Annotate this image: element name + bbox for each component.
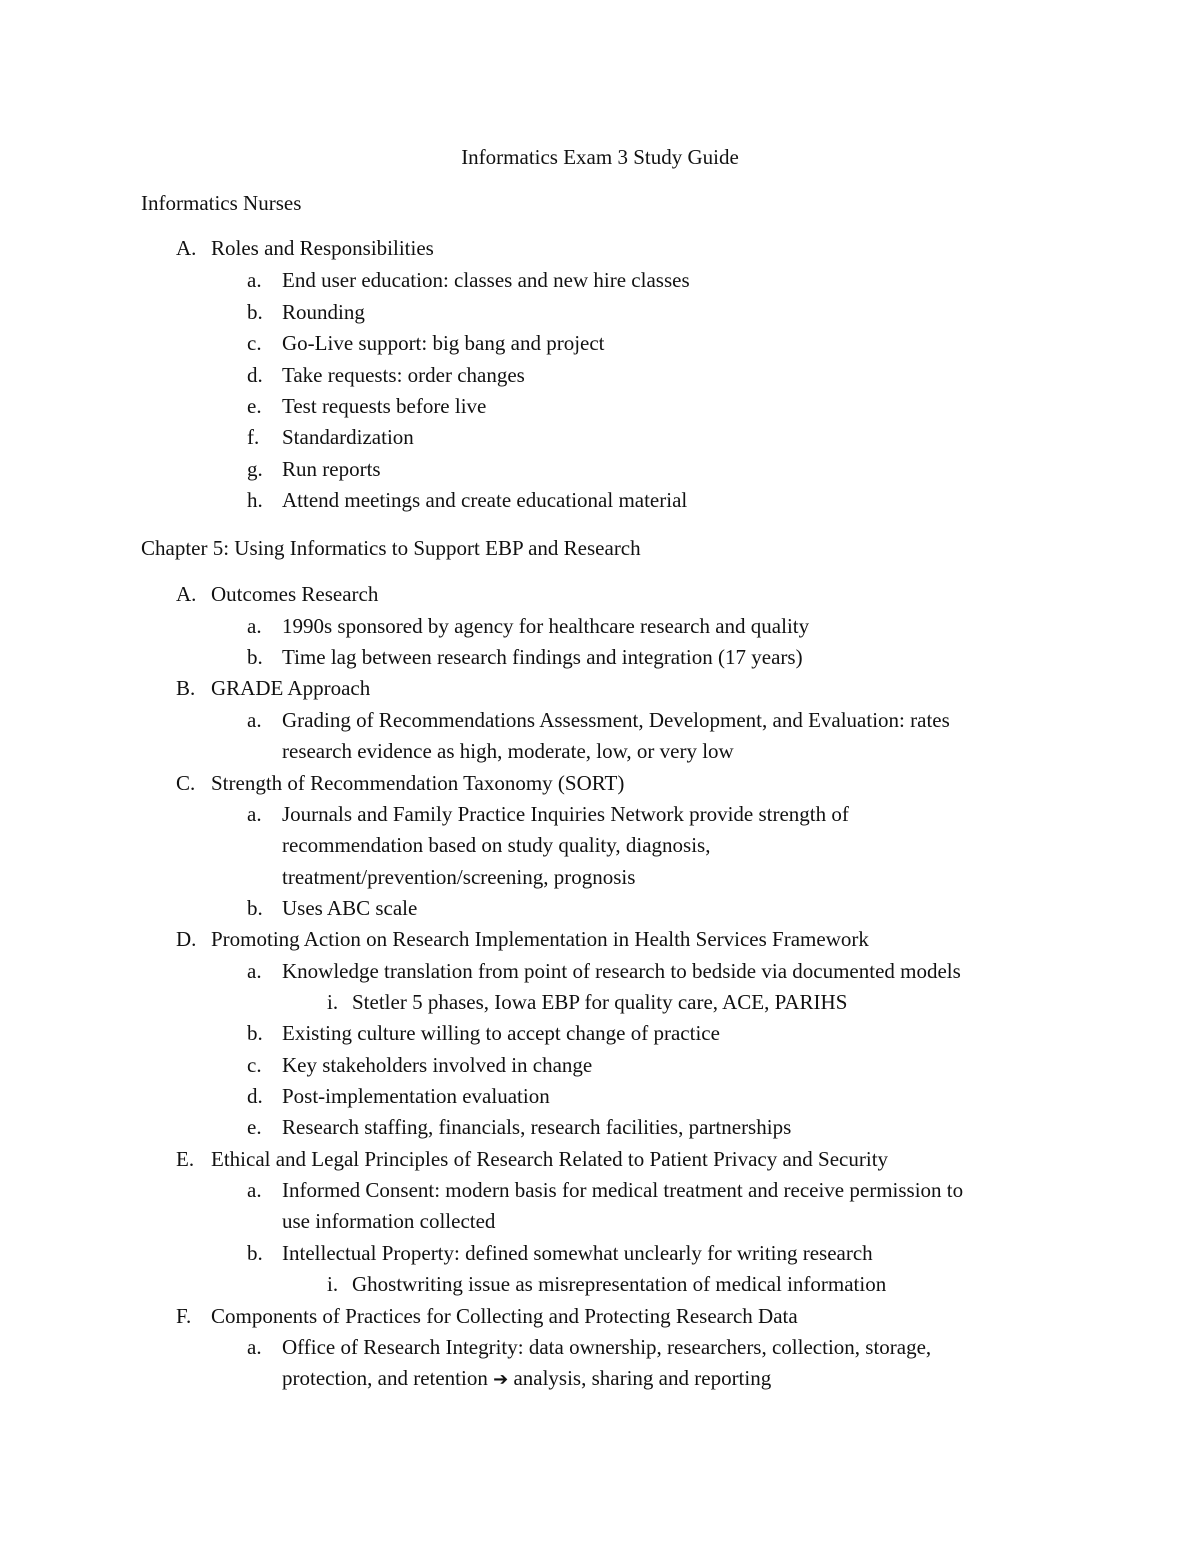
list-item-text: Attend meetings and create educational material [282, 488, 688, 512]
list-marker: F. [176, 1304, 192, 1328]
list-item-label: Outcomes Research [211, 582, 379, 606]
list-marker: b. [247, 645, 263, 669]
list-marker: a. [247, 708, 262, 732]
list-marker: a. [247, 614, 262, 638]
list-marker: i. [327, 1272, 339, 1296]
list-item-continuation [282, 1363, 771, 1395]
list-item-text: Post-implementation evaluation [282, 1084, 550, 1108]
list-marker: b. [247, 300, 263, 324]
list-item-text: Research staffing, financials, research facilities, partnerships [282, 1115, 792, 1139]
list-marker: a. [247, 959, 262, 983]
list-marker: d. [247, 363, 263, 387]
section-heading-chapter-5: Chapter 5: Using Informatics to Support EBP and Research [141, 536, 641, 560]
list-marker: g. [247, 457, 263, 481]
section-heading-informatics-nurses: Informatics Nurses [141, 191, 302, 215]
list-item-continuation: research evidence as high, moderate, low, or very low [282, 739, 734, 763]
list-item-text: Existing culture willing to accept change of practice [282, 1021, 720, 1045]
list-item-label: Roles and Responsibilities [211, 236, 434, 260]
list-item-text: Grading of Recommendations Assessment, Development, and Evaluation: rates [282, 708, 950, 732]
list-item-text-part: analysis, sharing and reporting [513, 1366, 772, 1390]
list-marker: h. [247, 488, 263, 512]
list-marker: d. [247, 1084, 263, 1108]
list-marker: c. [247, 1053, 262, 1077]
list-marker: a. [247, 802, 262, 826]
list-item-text: Go-Live support: big bang and project [282, 331, 605, 355]
list-item-text: Key stakeholders involved in change [282, 1053, 593, 1077]
list-item-text-part: protection, and retention [282, 1366, 488, 1390]
list-item-text: Office of Research Integrity: data ownership, researchers, collection, storage, [282, 1335, 932, 1359]
list-item-continuation: treatment/prevention/screening, prognosis [282, 865, 636, 889]
list-marker: B. [176, 676, 196, 700]
list-marker: C. [176, 771, 196, 795]
list-item-text: Ghostwriting issue as misrepresentation of medical information [352, 1272, 887, 1296]
list-item-text: Uses ABC scale [282, 896, 418, 920]
list-item-text: End user education: classes and new hire classes [282, 268, 690, 292]
list-item-continuation: use information collected [282, 1209, 496, 1233]
list-marker: e. [247, 394, 262, 418]
list-marker: b. [247, 896, 263, 920]
list-item-label: Components of Practices for Collecting and Protecting Research Data [211, 1304, 798, 1328]
list-marker: f. [247, 425, 260, 449]
list-marker: D. [176, 927, 197, 951]
list-item-text: Knowledge translation from point of research to bedside via documented models [282, 959, 961, 983]
list-item-text: Standardization [282, 425, 414, 449]
list-item-text: Test requests before live [282, 394, 487, 418]
list-marker: a. [247, 1178, 262, 1202]
list-item-text: Take requests: order changes [282, 363, 525, 387]
list-marker: e. [247, 1115, 262, 1139]
list-marker: i. [327, 990, 339, 1014]
list-item-text: Time lag between research findings and integration (17 years) [282, 645, 803, 669]
list-marker: A. [176, 582, 197, 606]
list-item-label: Promoting Action on Research Implementation in Health Services Framework [211, 927, 869, 951]
list-item-continuation: recommendation based on study quality, diagnosis, [282, 833, 711, 857]
list-item-text: Stetler 5 phases, Iowa EBP for quality care, ACE, PARIHS [352, 990, 848, 1014]
list-item-text: Intellectual Property: defined somewhat unclearly for writing research [282, 1241, 873, 1265]
list-marker: E. [176, 1147, 195, 1171]
list-item-label: Ethical and Legal Principles of Research Related to Patient Privacy and Security [211, 1147, 889, 1171]
document-title: Informatics Exam 3 Study Guide [461, 145, 739, 169]
list-item-text: Informed Consent: modern basis for medical treatment and receive permission to [282, 1178, 964, 1202]
list-marker: b. [247, 1241, 263, 1265]
list-item-text: Journals and Family Practice Inquiries Network provide strength of [282, 802, 849, 826]
list-marker: A. [176, 236, 197, 260]
list-item-text: 1990s sponsored by agency for healthcare research and quality [282, 614, 810, 638]
list-marker: c. [247, 331, 262, 355]
list-marker: a. [247, 268, 262, 292]
list-marker: a. [247, 1335, 262, 1359]
list-item-label: GRADE Approach [211, 676, 371, 700]
list-item-text: Run reports [282, 457, 381, 481]
list-marker: b. [247, 1021, 263, 1045]
right-arrow-icon: ➔ [493, 1369, 509, 1390]
list-item-label: Strength of Recommendation Taxonomy (SORT) [211, 771, 625, 795]
list-item-text: Rounding [282, 300, 365, 324]
